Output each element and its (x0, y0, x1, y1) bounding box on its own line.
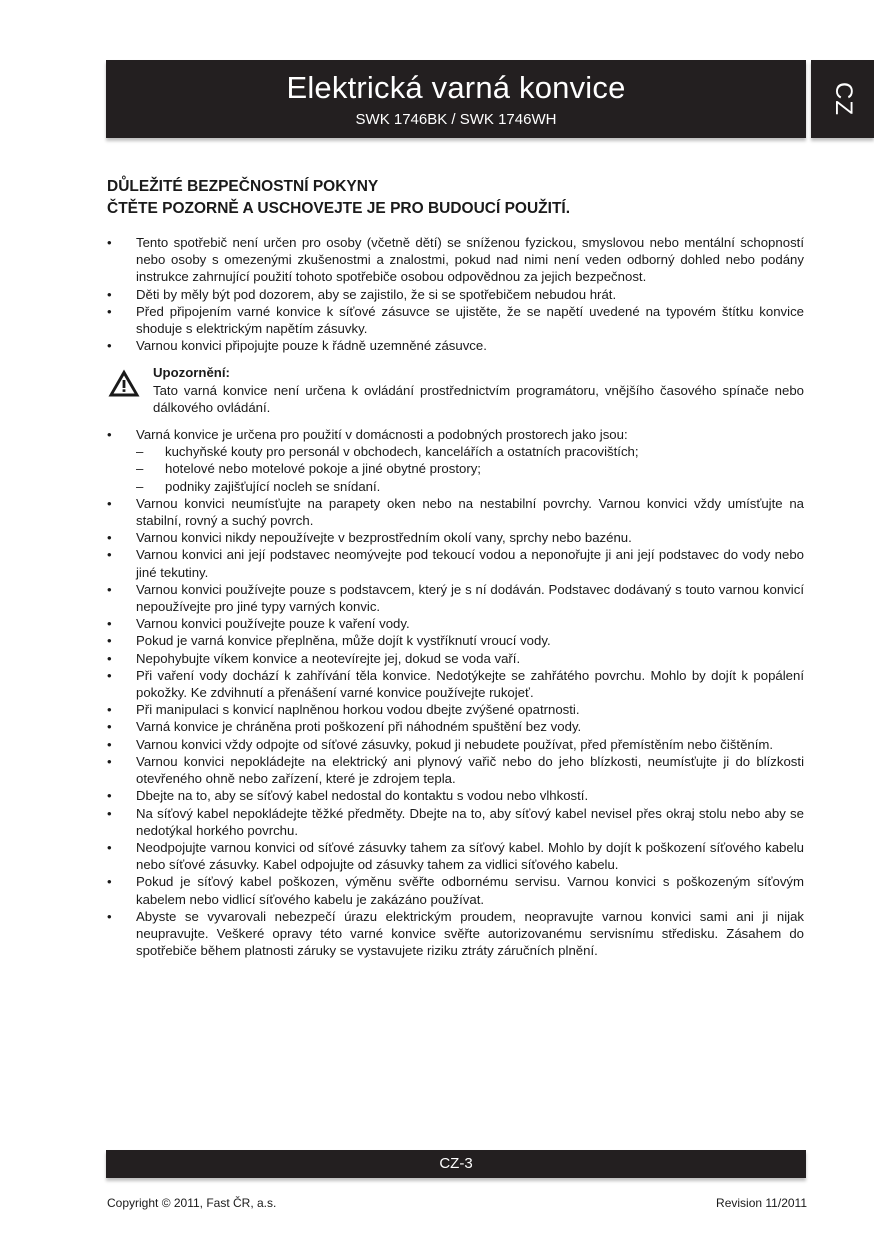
list-item: • Tento spotřebič není určen pro osoby (včetně dětí) se sníženou fyzickou, smyslovou nebo mentální schopností nebo osoby s omezenými zkušenostmi a znalostmi, pokud nad nimi není veden odborný dohled nebo podány instrukce zahrnující použití tohoto spotřebiče osobou odpovědnou za jejich bezpečnost. (107, 234, 804, 286)
list-item: • Varnou konvici používejte pouze s podstavcem, který je s ní dodáván. Podstavec dodávaný s touto varnou konvicí nepoužívejte pro jiné typy varných konvic. (107, 581, 804, 615)
list-item: • Varnou konvici vždy odpojte od síťové zásuvky, pokud ji nebudete používat, před přemístěním nebo čištěním. (107, 736, 804, 753)
list-subitem: – podniky zajišťující nocleh se snídaní. (136, 478, 804, 495)
list-item: • Děti by měly být pod dozorem, aby se zajistilo, že si se spotřebičem nebudou hrát. (107, 286, 804, 303)
list-subitem: – hotelové nebo motelové pokoje a jiné obytné prostory; (136, 460, 804, 477)
list-item: • Dbejte na to, aby se síťový kabel nedostal do kontaktu s vodou nebo vlhkostí. (107, 787, 804, 804)
language-tab (811, 60, 874, 138)
copyright-notice: Copyright © 2011, Fast ČR, a.s. (107, 1196, 277, 1210)
list-item: • Při manipulaci s konvicí naplněnou horkou vodou dbejte zvýšené opatrnosti. (107, 701, 804, 718)
list-item: • Na síťový kabel nepokládejte těžké předměty. Dbejte na to, aby síťový kabel nevisel přes okraj stolu nebo aby se nedotýkal horkého povrchu. (107, 805, 804, 839)
list-item: • Nepohybujte víkem konvice a neotevírejte jej, dokud se voda vaří. (107, 650, 804, 667)
list-item: • Varnou konvici používejte pouze k vaření vody. (107, 615, 804, 632)
list-item: • Abyste se vyvarovali nebezpečí úrazu elektrickým proudem, neopravujte varnou konvici sami ani ji nijak neupravujte. Veškeré opravy této varné konvice svěřte autorizovanému servisnímu středisku. Zásahem do spotřebiče během platnosti záruky se vystavujete riziku ztráty záručních plnění. (107, 908, 804, 960)
list-item: • Neodpojujte varnou konvici od síťové zásuvky tahem za síťový kabel. Mohlo by dojít k poškození síťového kabelu nebo síťové zásuvky. Kabel odpojujte od zásuvky tahem za vidlici síťového kabelu. (107, 839, 804, 873)
safety-heading (107, 176, 807, 220)
warning-text: Tato varná konvice není určena k ovládání prostřednictvím programátoru, vnějšího časového spínače nebo dálkového ovládání. (153, 382, 804, 415)
list-item: • Pokud je síťový kabel poškozen, výměnu svěřte odbornému servisu. Varnou konvici s poškozeným síťovým kabelem nebo vidlicí síťového kabelu je zakázáno používat. (107, 873, 804, 907)
document-title: Elektrická varná konvice (286, 70, 626, 105)
list-item: • Varnou konvici nikdy nepoužívejte v bezprostředním okolí vany, sprchy nebo bazénu. (107, 529, 804, 546)
page-number: CZ-3 (439, 1155, 473, 1172)
safety-heading-line2: ČTĚTE POZORNĚ A USCHOVEJTE JE PRO BUDOUCÍ POUŽITÍ. (107, 200, 571, 217)
list-item: • Varnou konvici neumísťujte na parapety oken nebo na nestabilní povrchy. Varnou konvici vždy umísťujte na stabilní, rovný a suchý povrch. (107, 495, 804, 529)
list-item: • Při vaření vody dochází k zahřívání těla konvice. Nedotýkejte se zahřátého povrchu. Mohlo by dojít k popálení pokožky. Ke zdvihnutí a přenášení varné konvice používejte rukojeť. (107, 667, 804, 701)
bullet-list-bottom (107, 426, 804, 959)
language-tab-label: CZ (829, 82, 857, 116)
list-item-usage (107, 426, 804, 495)
list-item: • Varnou konvici ani její podstavec neomývejte pod tekoucí vodou a neponořujte ji ani její podstavec do vody nebo jiné tekutiny. (107, 546, 804, 580)
list-item: • Před připojením varné konvice k síťové zásuvce se ujistěte, že se napětí uvedené na typovém štítku konvice shoduje s elektrickým napětím zásuvky. (107, 303, 804, 337)
document-header (106, 60, 806, 138)
safety-instructions (107, 234, 804, 959)
warning-box (107, 364, 804, 416)
warning-triangle-icon (107, 368, 141, 398)
usage-places-list (136, 443, 804, 495)
list-item: • Pokud je varná konvice přeplněna, může dojít k vystříknutí vroucí vody. (107, 632, 804, 649)
usage-intro: Varná konvice je určena pro použití v domácnosti a podobných prostorech jako jsou: (136, 427, 628, 443)
safety-heading-line1: DŮLEŽITÉ BEZPEČNOSTNÍ POKYNY (107, 178, 379, 195)
list-item: • Varnou konvici připojujte pouze k řádně uzemněné zásuvce. (107, 337, 804, 354)
revision-label: Revision 11/2011 (716, 1196, 807, 1210)
page-number-bar (106, 1150, 806, 1178)
model-numbers: SWK 1746BK / SWK 1746WH (355, 111, 557, 128)
list-item: • Varná konvice je chráněna proti poškození při náhodném spuštění bez vody. (107, 718, 804, 735)
bullet-list-top (107, 234, 804, 354)
list-item: • Varnou konvici nepokládejte na elektrický ani plynový vařič nebo do jeho blízkosti, neumísťujte ji do blízkosti otevřeného ohně nebo zařízení, které je zdrojem tepla. (107, 753, 804, 787)
list-subitem: – kuchyňské kouty pro personál v obchodech, kancelářích a ostatních pracovištích; (136, 443, 804, 460)
warning-title: Upozornění: (153, 365, 230, 381)
